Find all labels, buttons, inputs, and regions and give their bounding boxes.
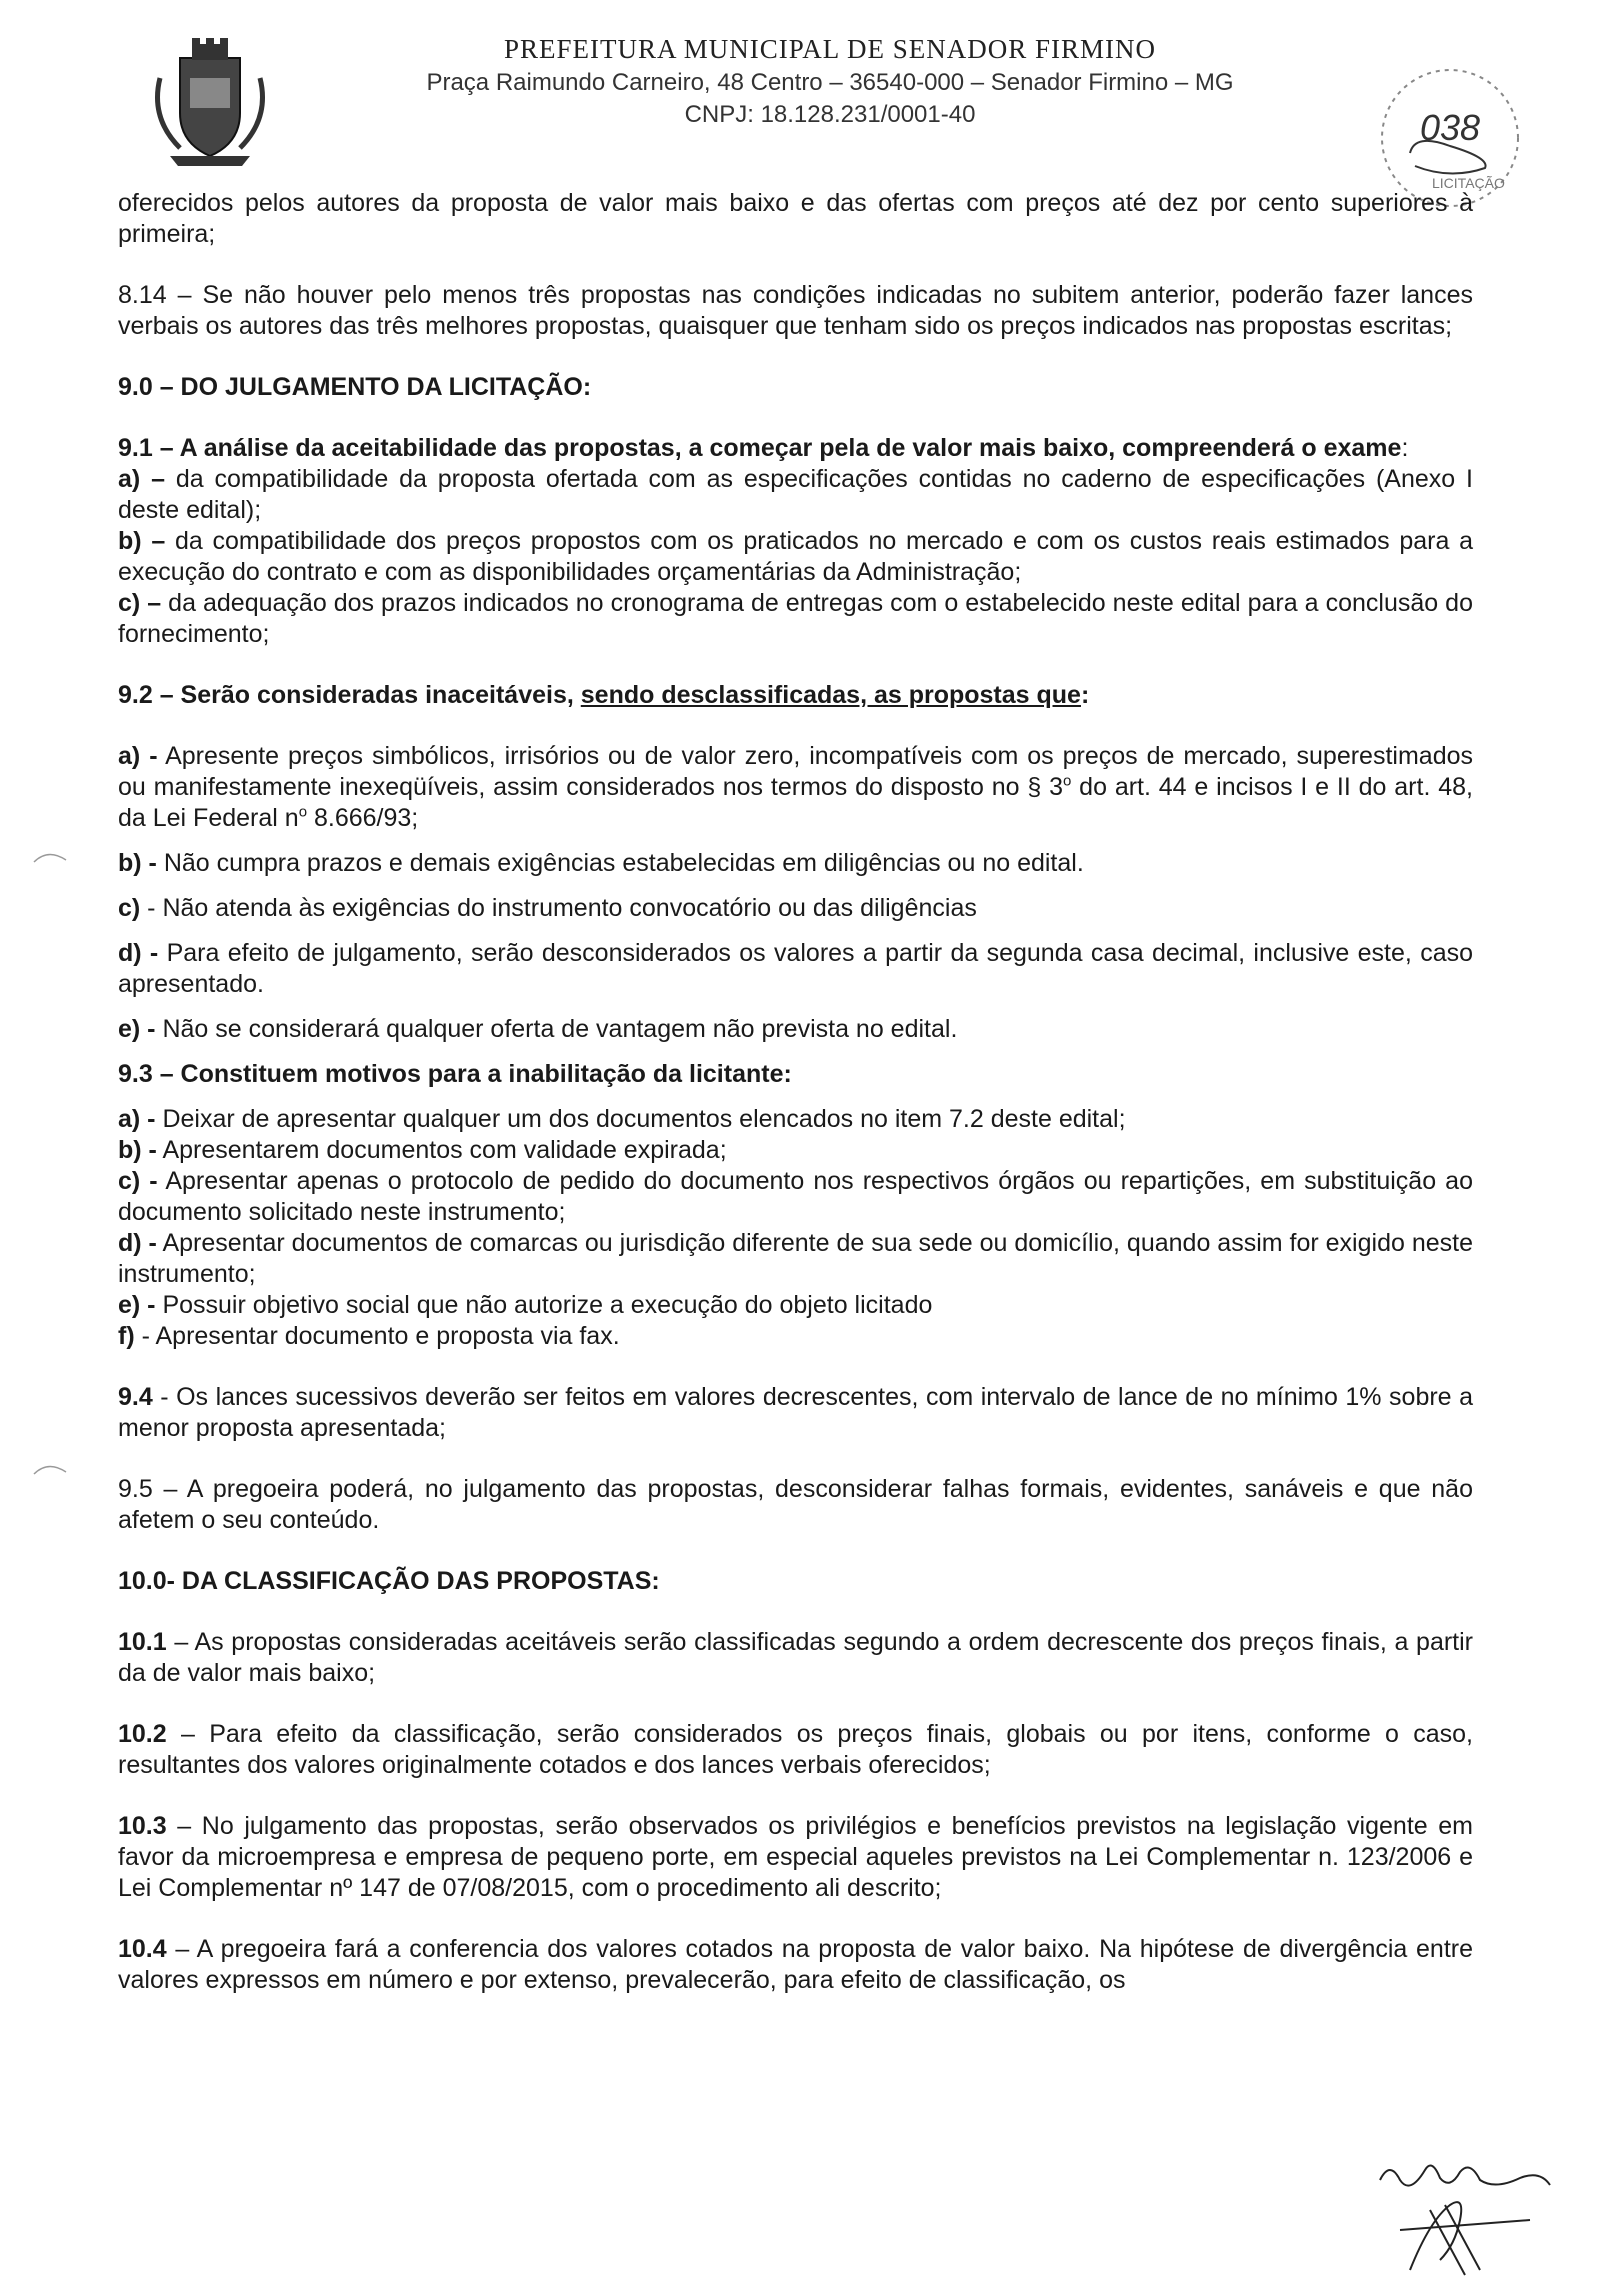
letterhead-text	[300, 34, 1360, 129]
paragraph-9-3-f: f) - Apresentar documento e proposta via fax.	[118, 1322, 620, 1350]
paragraph-9-1-b: b) – da compatibilidade dos preços propostos com os praticados no mercado e com os custos reais estimados para a execução do contrato e com as disponibilidades orçamentárias da Administração;	[118, 527, 1473, 586]
stamp-number: 038	[1420, 107, 1481, 148]
paragraph-9-3-e: e) - Possuir objetivo social que não autorize a execução do objeto licitado	[118, 1291, 933, 1319]
letterhead	[0, 28, 1600, 191]
org-cnpj: CNPJ: 18.128.231/0001-40	[684, 101, 976, 128]
paragraph-8-14: 8.14 – Se não houver pelo menos três propostas nas condições indicadas no subitem anterior, poderão fazer lances verbais os autores das três melhores propostas, quaisquer que tenham sido os preços indicados nas propostas escritas;	[118, 281, 1473, 340]
paragraph-10-4: 10.4 – A pregoeira fará a conferencia dos valores cotados na proposta de valor baixo. Na hipótese de divergência entre valores expressos em número e por extenso, prevalecerão, para efeito de classificação, os	[118, 1935, 1473, 1994]
paragraph-9-4: 9.4 - Os lances sucessivos deverão ser feitos em valores decrescentes, com intervalo de lance de no mínimo 1% sobre a menor proposta apresentada;	[118, 1383, 1473, 1442]
org-address: Praça Raimundo Carneiro, 48 Centro – 36540-000 – Senador Firmino – MG	[426, 69, 1234, 96]
paragraph-10-2: 10.2 – Para efeito da classificação, serão considerados os preços finais, globais ou por itens, conforme o caso, resultantes dos valores originalmente cotados e dos lances verbais oferecidos;	[118, 1720, 1473, 1779]
heading-9-3: 9.3 – Constituem motivos para a inabilitação da licitante:	[118, 1060, 792, 1088]
stamp-text: LICITAÇÃO	[1432, 175, 1505, 191]
paragraph-9-2-d: d) - Para efeito de julgamento, serão desconsiderados os valores a partir da segunda casa decimal, inclusive este, caso apresentado.	[118, 939, 1473, 998]
paragraph-9-2-a: a) - Apresente preços simbólicos, irrisórios ou de valor zero, incompatíveis com os preços de mercado, superestimados ou manifestamente inexeqüíveis, assim considerados nos termos do disposto no § 3$^o$ do art. 44 e incisos I e II do art. 48, da Lei Federal $n^o$ 8.666/93;	[118, 742, 1473, 832]
paragraph-9-2: 9.2 – Serão consideradas inaceitáveis, sendo desclassificadas, as propostas que:	[118, 681, 1090, 709]
margin-punch-mark-icon	[30, 1460, 70, 1480]
paragraph-10-3: 10.3 – No julgamento das propostas, serão observados os privilégios e benefícios previstos na legislação vigente em favor da microempresa e empresa de pequeno porte, em especial aqueles previstos na Lei Complementar n. 123/2006 e Lei Complementar nº 147 de 07/08/2015, com o procedimento ali descrito;	[118, 1812, 1473, 1902]
item-number: 8.14	[118, 281, 167, 309]
paragraph-9-1: 9.1 – A análise da aceitabilidade das propostas, a começar pela de valor mais baixo, compreenderá o exame:	[118, 434, 1409, 462]
paragraph-9-3-a: a) - Deixar de apresentar qualquer um dos documentos elencados no item 7.2 deste edital;	[118, 1105, 1126, 1133]
document-body	[118, 188, 1473, 1996]
heading-9-0: 9.0 – DO JULGAMENTO DA LICITAÇÃO:	[118, 373, 592, 401]
org-name: PREFEITURA MUNICIPAL DE SENADOR FIRMINO	[503, 34, 1157, 64]
paragraph-continuation: oferecidos pelos autores da proposta de valor mais baixo e das ofertas com preços até dez por cento superiores à primeira;	[118, 189, 1473, 248]
paragraph-9-3-d: d) - Apresentar documentos de comarcas ou jurisdição diferente de sua sede ou domicílio, quando assim for exigido neste instrumento;	[118, 1229, 1473, 1288]
paragraph-9-2-e: e) - Não se considerará qualquer oferta de vantagem não prevista no edital.	[118, 1015, 958, 1043]
paragraph-10-1: 10.1 – As propostas consideradas aceitáveis serão classificadas segundo a ordem decrescente dos preços finais, a partir da de valor mais baixo;	[118, 1628, 1473, 1687]
heading-10-0: 10.0- DA CLASSIFICAÇÃO DAS PROPOSTAS:	[118, 1567, 660, 1595]
paragraph-9-1-a: a) – da compatibilidade da proposta ofertada com as especificações contidas no caderno de especificações (Anexo I deste edital);	[118, 465, 1473, 524]
paragraph-9-2-c: c) - Não atenda às exigências do instrumento convocatório ou das diligências	[118, 894, 977, 922]
paragraph-9-2-b: b) - Não cumpra prazos e demais exigências estabelecidas em diligências ou no edital.	[118, 849, 1084, 877]
municipal-coat-of-arms-icon	[150, 38, 270, 168]
margin-punch-mark-icon	[30, 848, 70, 868]
paragraph-9-3-b: b) - Apresentarem documentos com validade expirada;	[118, 1136, 727, 1164]
paragraph-9-5: 9.5 – A pregoeira poderá, no julgamento das propostas, desconsiderar falhas formais, evidentes, sanáveis e que não afetem o seu conteúdo.	[118, 1475, 1473, 1534]
paragraph-9-3-c: c) - Apresentar apenas o protocolo de pedido do documento nos respectivos órgãos ou repartições, em substituição ao documento solicitado neste instrumento;	[118, 1167, 1473, 1226]
paragraph-9-1-c: c) – da adequação dos prazos indicados no cronograma de entregas com o estabelecido neste edital para a conclusão do fornecimento;	[118, 589, 1473, 648]
handwritten-signatures-icon	[1370, 2150, 1590, 2277]
